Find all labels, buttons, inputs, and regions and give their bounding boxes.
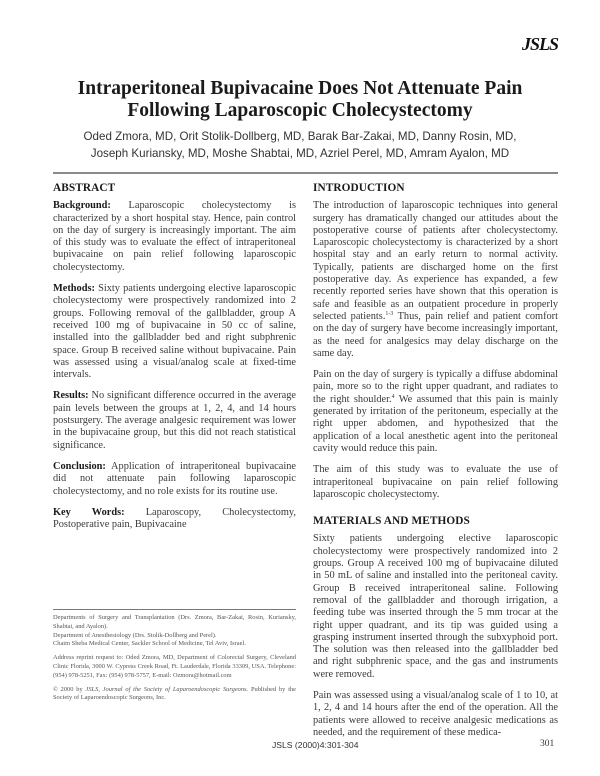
- background-label: Background:: [53, 200, 111, 212]
- running-footer: JSLS (2000)4:301-304: [272, 740, 359, 750]
- materials-methods-heading: MATERIALS AND METHODS: [313, 515, 470, 528]
- abstract-conclusion: [53, 461, 296, 498]
- footnotes: [53, 614, 296, 708]
- methods-text: Sixty patients undergoing elective laparoscopic cholecystectomy were prospectively randomized into 2 groups. Following removal of the gallbladder, group A received 100 mg of bupivacaine in 50 cc of saline, installed into the gallbladder bed and right subphrenic space. Group B received saline without bupivacaine. Pain was assessed using a visual/analog scale at fixed-time intervals.: [53, 283, 296, 381]
- introduction-heading: INTRODUCTION: [313, 182, 405, 194]
- article-title: [0, 78, 600, 122]
- conclusion-text: Application of intraperitoneal bupivacaine did not attenuate pain following laparoscopic cholecystectomy, and no role exists for its routine use.: [53, 460, 296, 497]
- reference-superscript: 1-3: [385, 310, 394, 317]
- intro-p2-text-cont: We assumed that this pain is mainly generated by irritation of the peritoneum, especially at the right upper abdomen, and hypothesized that the application of a local anesthetic agent into the peritoneal cavity would reduce this pain.: [313, 393, 558, 454]
- header-divider: [53, 172, 558, 174]
- affiliation-institution: Chaim Sheba Medical Center, Sackler School of Medicine, Tel Aviv, Israel.: [53, 640, 246, 648]
- body-column: [313, 182, 558, 748]
- intro-p2-text: Pain on the day of surgery is typically a diffuse abdominal pain, more so to the right upper quadrant, and radiates to the right shoulder.: [313, 369, 558, 405]
- address-text: Address reprint request to: Oded Zmora, MD, Department of Colorectal Surgery, Cleveland Clinic Florida, 3000 W. Cypress Creek Road, Ft. Lauderdale, Florida 33309, USA. Telephone: (954) 978-5251, Fax: (954) 978-5757, E-mail: Ozmora@hotmail.com: [53, 654, 296, 679]
- keywords-text: Laparoscopy, Cholecystectomy, Postoperative pain, Bupivacaine: [53, 506, 296, 531]
- abstract-keywords: [53, 507, 296, 532]
- intro-p1-text: The introduction of laparoscopic techniques into general surgery has dramatically changed our attitudes about the postoperative course of patients after cholecystectomy. Laparoscopic cholecystectomy is characterized by a short hospital stay and an early return to normal activity. Typically, patients are discharged home on the first postoperative day. As experience has expanded, a few recently reported series have shown that this operation is safe and feasible as an outpatient procedure in properly selected patients.: [313, 200, 558, 322]
- journal-logo: JSLS: [521, 34, 558, 54]
- copyright-journal: JSLS, Journal of the Society of Laparoendoscopic Surgeons.: [85, 685, 249, 693]
- background-text: Laparoscopic cholecystectomy is characterized by a short hospital stay. Hence, pain control on the day of surgery is increasingly important. The aim of this study was to evaluate the effect of intraperitoneal bupivacaine on pain relief following laparoscopic cholecystectomy.: [53, 200, 296, 273]
- abstract-methods: [53, 283, 296, 381]
- introduction-paragraph-2: [313, 369, 558, 455]
- introduction-paragraph-1: [313, 200, 558, 360]
- copyright-prefix: © 2000 by: [53, 685, 86, 693]
- title-line-1: Intraperitoneal Bupivacaine Does Not Attenuate Pain: [77, 78, 523, 99]
- affiliation-surgery: Departments of Surgery and Transplantation (Drs. Zmora, Bar-Zakai, Rosin, Kuriansky, Shabtai, and Ayalon).: [53, 614, 296, 630]
- results-label: Results:: [53, 390, 89, 402]
- reference-superscript: 4: [391, 393, 395, 400]
- affiliations: [53, 614, 296, 649]
- methods-label: Methods:: [53, 283, 95, 295]
- methods-paragraph-2: Pain was assessed using a visual/analog scale of 1 to 10, at 1, 2, 4 and 14 hours after the end of the operation. All the patients were allowed to receive analgesic medications as needed, and the requirement of these medica-: [313, 689, 558, 738]
- footnote-divider: [53, 609, 296, 610]
- abstract-results: [53, 390, 296, 451]
- methods-paragraph-1: Sixty patients undergoing elective laparoscopic cholecystectomy were prospectively randomized into 2 groups. Group A received 100 mg of bupivacaine diluted in 50 mL of saline and installed into the peritoneal cavity. Group B received intraperitoneal saline. Following removal of the gallbladder and thorough irrigation, a feeding tube was inserted through the 5 mm trocar at the right upper quadrant, and its tip was guided using a grasping instrument inserted through the subxyphoid port. The solution was then released into the gallbladder bed and right subphrenic space, and the gas and instruments were removed.: [313, 533, 558, 680]
- copyright-suffix: Published by the Society of Laparoendoscopic Surgeons, Inc.: [53, 685, 296, 702]
- author-list: [0, 128, 600, 162]
- abstract-column: [53, 182, 296, 540]
- keywords-label: Key Words:: [53, 506, 125, 518]
- abstract-background: [53, 200, 296, 274]
- title-line-2: Following Laparoscopic Cholecystectomy: [127, 100, 473, 121]
- authors-line-1: Oded Zmora, MD, Orit Stolik-Dollberg, MD, Barak Bar-Zakai, MD, Danny Rosin, MD,: [83, 130, 517, 143]
- introduction-paragraph-3: The aim of this study was to evaluate the use of intraperitoneal bupivacaine on pain relief following laparoscopic cholecystectomy.: [313, 464, 558, 500]
- intro-p1-text-cont: Thus, pain relief and patient comfort on the day of surgery have become increasingly important, as the need for analgesics may delay discharge on the same day.: [313, 310, 559, 359]
- reprint-address: [53, 654, 296, 680]
- affiliation-anesthesiology: Department of Anesthesiology (Drs. Stolik-Dollberg and Perel).: [53, 631, 217, 639]
- authors-line-2: Joseph Kuriansky, MD, Moshe Shabtai, MD, Azriel Perel, MD, Amram Ayalon, MD: [90, 147, 510, 160]
- abstract-heading: ABSTRACT: [53, 182, 116, 194]
- conclusion-label: Conclusion:: [53, 460, 106, 472]
- results-text: No significant difference occurred in the average pain levels between the groups at 1, 2, 4, and 14 hours postsurgery. The average analgesic requirement was lower in the bupivacaine group, but this did not reach statistical significance.: [53, 390, 296, 451]
- page-number: 301: [540, 739, 555, 749]
- copyright-notice: [53, 686, 296, 704]
